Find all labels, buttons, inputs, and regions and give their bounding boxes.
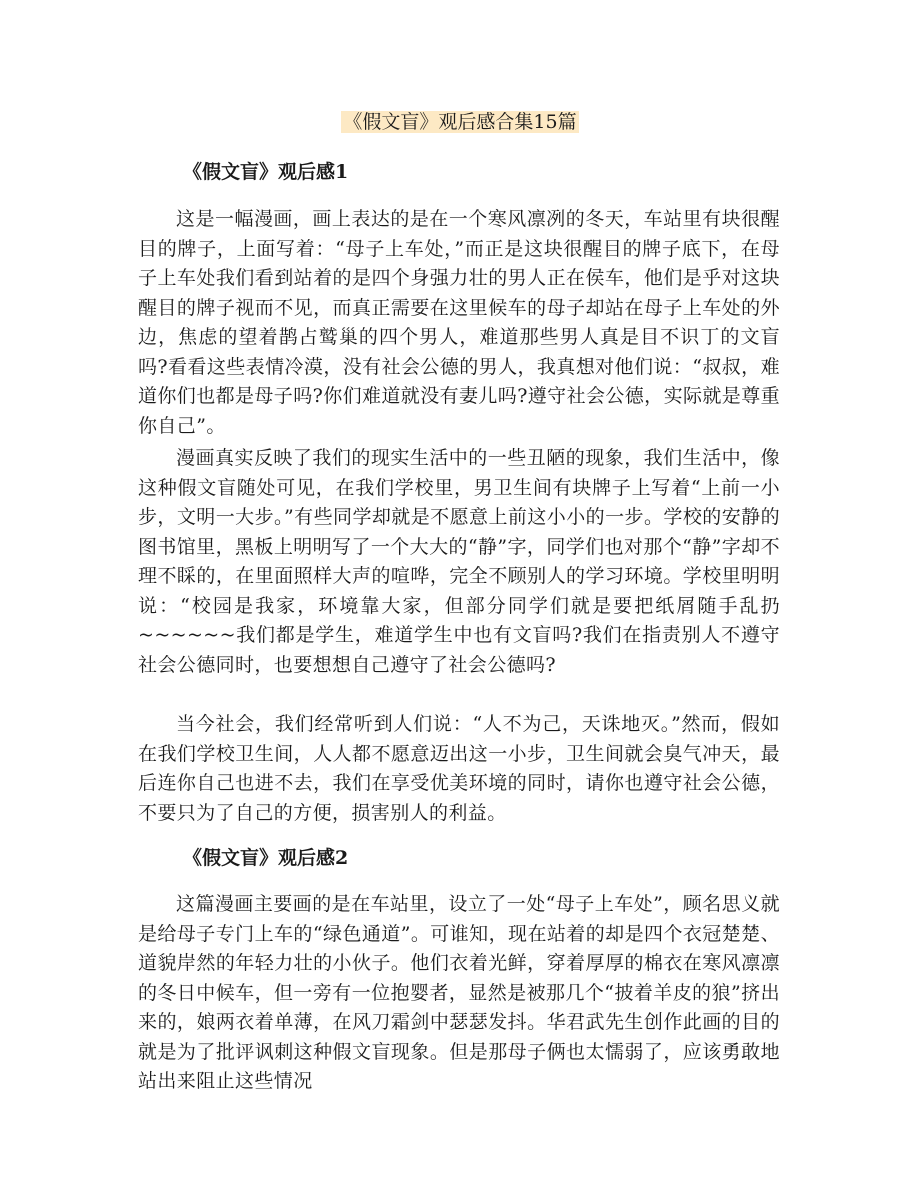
section-2-heading: 《假文盲》观后感2 bbox=[183, 847, 349, 869]
section-1-paragraph-3: 当今社会，我们经常听到人们说：“人不为己，天诛地灭。”然而，假如在我们学校卫生间，人人都不愿意迈出这一小步，卫生间就会臭气冲天，最后连你自己也进不去，我们在享受优美环境的同时，请你也遵守社会公德，不要只为了自己的方便，损害别人的利益。 bbox=[138, 713, 780, 824]
document-title bbox=[0, 108, 920, 136]
section-1-paragraph-1: 这是一幅漫画，画上表达的是在一个寒风凛冽的冬天，车站里有块很醒目的牌子，上面写着：“母子上车处，”而正是这块很醒目的牌子底下，在母子上车处我们看到站着的是四个身强力壮的男人正在侯车，他们是乎对这块醒目的牌子视而不见，而真正需要在这里候车的母子却站在母子上车处的外边，焦虑的望着鹊占鹫巢的四个男人，难道那些男人真是目不识丁的文盲吗?看看这些表情冷漠，没有社会公德的男人，我真想对他们说：“叔叔，难道你们也都是母子吗?你们难道就没有妻儿吗?遵守社会公德，实际就是尊重你自己”。 bbox=[138, 208, 780, 437]
section-1-heading: 《假文盲》观后感1 bbox=[183, 161, 349, 183]
section-2-paragraph-1: 这篇漫画主要画的是在车站里，设立了一处“母子上车处”，顾名思义就是给母子专门上车的“绿色通道”。可谁知，现在站着的却是四个衣冠楚楚、道貌岸然的年轻力壮的小伙子。他们衣着光鲜，穿着厚厚的棉衣在寒风凛凛的冬日中候车，但一旁有一位抱婴者，显然是被那几个“披着羊皮的狼”挤出来的，娘两衣着单薄，在风刀霜剑中瑟瑟发抖。华君武先生创作此画的目的就是为了批评讽刺这种假文盲现象。但是那母子俩也太懦弱了，应该勇敢地站出来阻止这些情况 bbox=[138, 893, 780, 1092]
document-title-text: 《假文盲》观后感合集15篇 bbox=[343, 111, 577, 133]
section-1-paragraph-2: 漫画真实反映了我们的现实生活中的一些丑陋的现象，我们生活中，像这种假文盲随处可见，在我们学校里，男卫生间有块牌子上写着“上前一小步，文明一大步。”有些同学却就是不愿意上前这小小的一步。学校的安静的图书馆里，黑板上明明写了一个大大的“静”字，同学们也对那个“静”字却不理不睬的，在里面照样大声的喧哗，完全不顾别人的学习环境。学校里明明说：“校园是我家，环境靠大家，但部分同学们就是要把纸屑随手乱扔~~~~~~我们都是学生，难道学生中也有文盲吗?我们在指责别人不遵守社会公德同时，也要想想自己遵守了社会公德吗? bbox=[138, 447, 780, 676]
